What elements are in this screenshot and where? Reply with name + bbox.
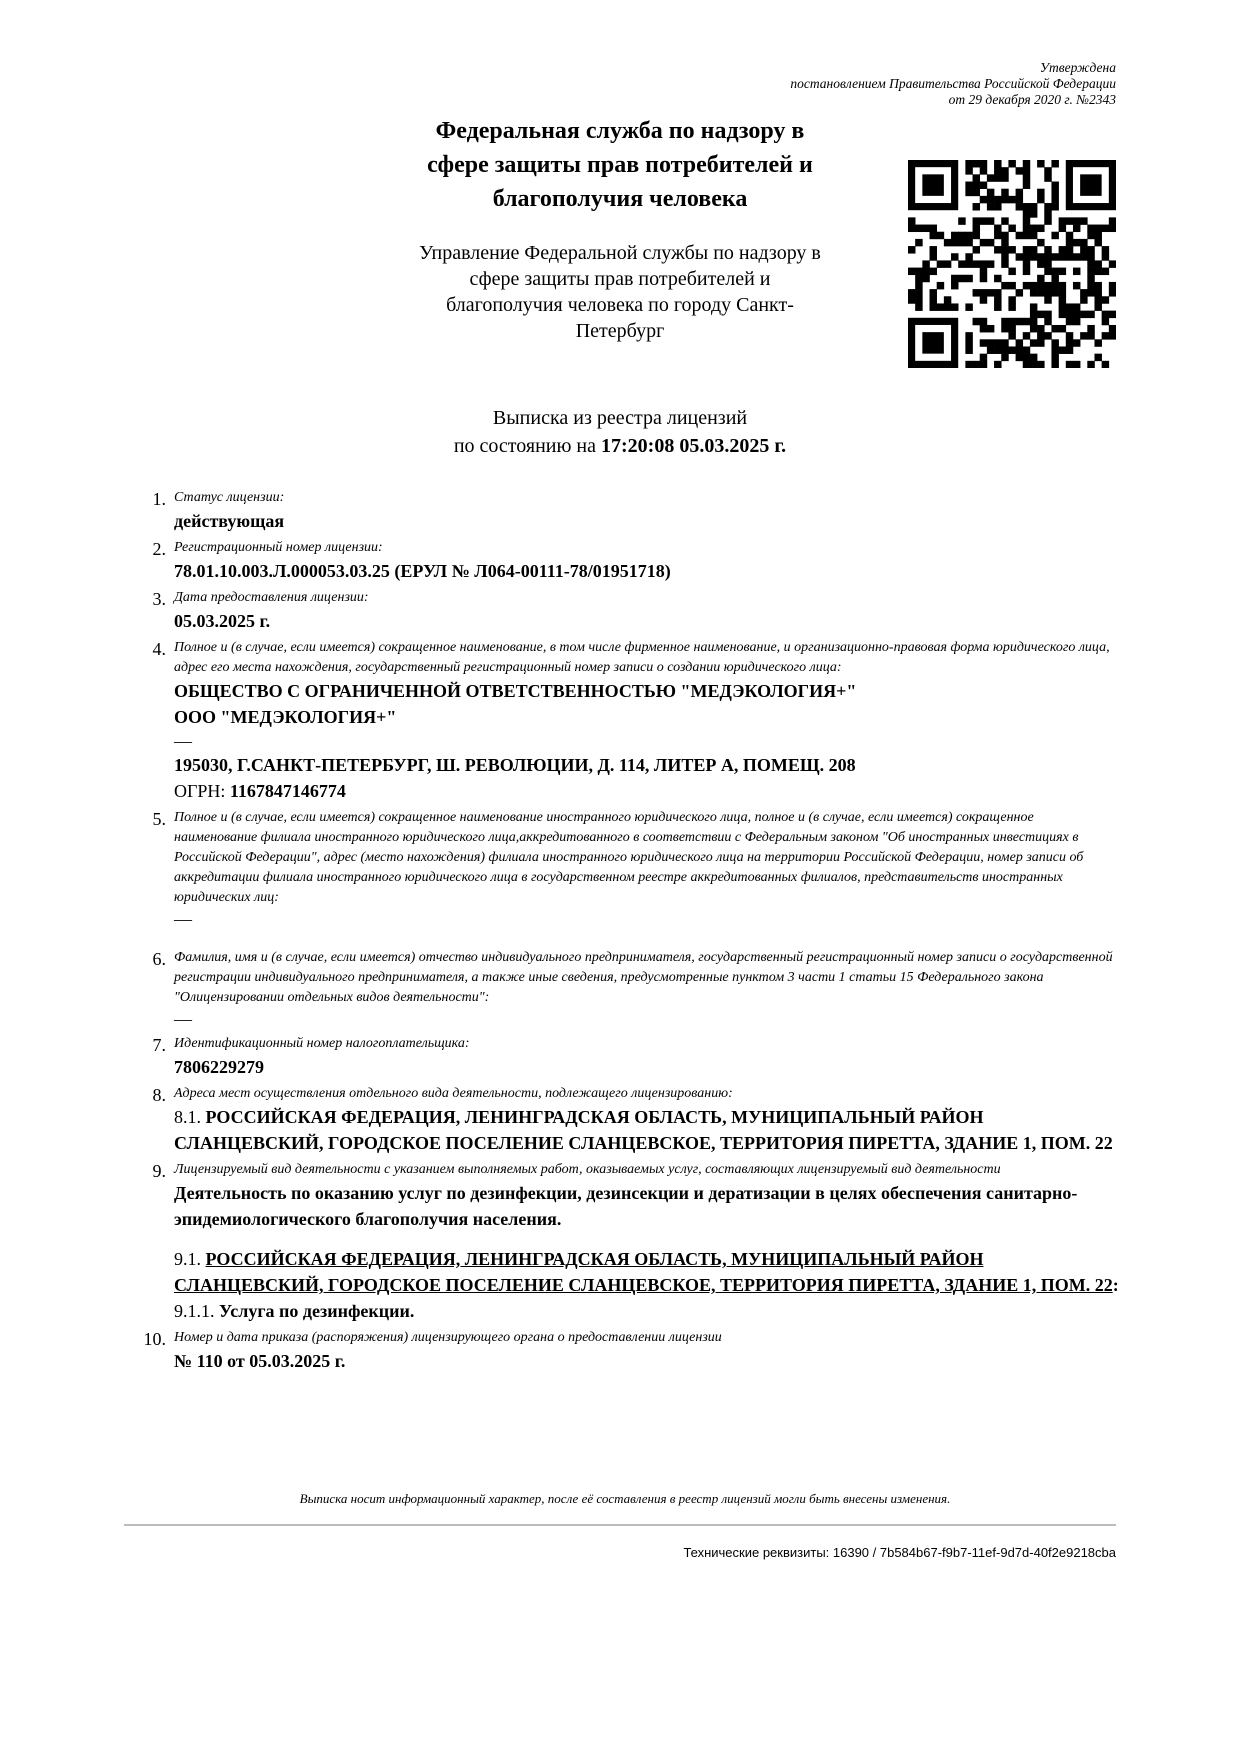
approval-line-3: от 29 декабря 2020 г. №2343 [948,92,1116,107]
sub-number: 9.1. [174,1249,206,1269]
department-name [360,240,880,344]
item-number: 1. [152,489,166,509]
activity-address-value: РОССИЙСКАЯ ФЕДЕРАЦИЯ, ЛЕНИНГРАДСКАЯ ОБЛАСТЬ, МУНИЦИПАЛЬНЫЙ РАЙОН СЛАНЦЕВСКИЙ, ГОРОДСКОЕ ПОСЕЛЕНИЕ СЛАНЦЕВСКОЕ, ТЕРРИТОРИЯ ПИРЕТТА, ЗДАНИЕ 1, ПОМ. 22 [174,1107,1113,1153]
company-short-name: ООО "МЕДЭКОЛОГИЯ+" [174,707,397,727]
company-address: 195030, Г.САНКТ-ПЕТЕРБУРГ, Ш. РЕВОЛЮЦИИ, Д. 114, ЛИТЕР А, ПОМЕЩ. 208 [174,755,856,775]
empty-dash: — [174,731,192,751]
ogrn-label: ОГРН: [174,781,230,801]
extract-header [360,404,880,460]
list-item [130,538,1120,584]
sub-number: 9.1.1. [174,1301,219,1321]
disclaimer-note: Выписка носит информационный характер, после её составления в реестр лицензий могли быть внесены изменения. [299,1491,951,1506]
service-line [174,1298,1120,1324]
activity-type: Деятельность по оказанию услуг по дезинфекции, дезинсекции и дератизации в целях обеспечения санитарно-эпидемиологического благополучия населения. [174,1183,1078,1229]
ogrn [174,778,1120,804]
service-value: Услуга по дезинфекции. [219,1301,415,1321]
divider [124,1524,1116,1526]
item-number: 9. [152,1161,166,1181]
department-line: Петербург [575,320,665,342]
list-item [130,588,1120,634]
department-line: сфере защиты прав потребителей и [469,268,771,290]
item-number: 5. [152,809,166,829]
list-item [130,1084,1120,1156]
item-label: Регистрационный номер лицензии: [174,540,383,555]
list-item [130,1160,1120,1324]
order-value: № 110 от 05.03.2025 г. [174,1351,346,1371]
empty-dash: — [174,1009,192,1029]
item-label: Полное и (в случае, если имеется) сокращенное наименование, в том числе фирменное наименование, и организационно-правовая форма юридического лица, адрес его места нахождения, государственный регистрационный номер записи о создании юридического лица: [174,640,1110,675]
item-number: 8. [152,1085,166,1105]
activity-subaddress [174,1246,1120,1298]
inn-value: 7806229279 [174,1057,264,1077]
agency-title [360,114,880,216]
license-date: 05.03.2025 г. [174,611,271,631]
empty-dash: — [174,909,192,929]
qr-code-icon [908,160,1116,368]
sub-number: 8.1. [174,1107,206,1127]
item-label: Номер и дата приказа (распоряжения) лицензирующего органа о предоставлении лицензии [174,1330,722,1345]
item-label: Идентификационный номер налогоплательщика: [174,1036,470,1051]
approval-line-1: Утверждена [1039,60,1116,75]
agency-title-line: сфере защиты прав потребителей и [427,152,813,178]
approval-line-2: постановлением Правительства Российской Федерации [790,76,1116,91]
list-item [130,638,1120,804]
list-item [130,1034,1120,1080]
list-item [130,488,1120,534]
license-items [130,488,1120,1378]
activity-subaddress-value: РОССИЙСКАЯ ФЕДЕРАЦИЯ, ЛЕНИНГРАДСКАЯ ОБЛАСТЬ, МУНИЦИПАЛЬНЫЙ РАЙОН СЛАНЦЕВСКИЙ, ГОРОДСКОЕ ПОСЕЛЕНИЕ СЛАНЦЕВСКОЕ, ТЕРРИТОРИЯ ПИРЕТТА, ЗДАНИЕ 1, ПОМ. 22 [174,1249,1113,1295]
activity-address [174,1104,1120,1156]
as-of-prefix: по состоянию на [453,435,602,457]
ogrn-value: 1167847146774 [229,781,346,801]
department-line: Управление Федеральной службы по надзору в [419,242,821,264]
license-number: 78.01.10.003.Л.000053.03.25 (ЕРУЛ № Л064-00111-78/01951718) [174,561,671,581]
approval-stamp [696,60,1116,108]
license-status: действующая [174,511,285,531]
item-label: Адреса мест осуществления отдельного вида деятельности, подлежащего лицензированию: [174,1086,733,1101]
technical-details: Технические реквизиты: 16390 / 7b584b67-f9b7-11ef-9d7d-40f2e9218cba [683,1545,1116,1560]
item-label: Лицензируемый вид деятельности с указанием выполняемых работ, оказываемых услуг, составляющих лицензируемый вид деятельности [174,1162,1001,1177]
item-number: 2. [152,539,166,559]
qr-code-graphic [908,160,1116,368]
agency-title-line: Федеральная служба по надзору в [435,118,805,144]
item-label: Статус лицензии: [174,490,285,505]
colon: : [1112,1275,1119,1295]
extract-title: Выписка из реестра лицензий [492,407,748,429]
item-number: 10. [143,1329,166,1349]
as-of-value: 17:20:08 05.03.2025 г. [601,435,787,457]
item-number: 7. [152,1035,166,1055]
agency-title-line: благополучия человека [492,186,748,212]
item-label: Дата предоставления лицензии: [174,590,369,605]
list-item [130,808,1120,930]
company-full-name: ОБЩЕСТВО С ОГРАНИЧЕННОЙ ОТВЕТСТВЕННОСТЬЮ "МЕДЭКОЛОГИЯ+" [174,681,857,701]
item-number: 3. [152,589,166,609]
item-number: 4. [152,639,166,659]
list-item [130,948,1120,1030]
extract-as-of [360,432,880,460]
item-number: 6. [152,949,166,969]
item-label: Полное и (в случае, если имеется) сокращенное наименование иностранного юридического лица, полное и (в случае, если имеется) сокращенное наименование филиала иностранного юридического лица,аккредитованного в соответствии с Федеральным законом "Об иностранных инвестициях в Российской Федерации", адрес (место нахождения) филиала иностранного юридического лица на территории Российской Федерации, номер записи об аккредитации филиала иностранного юридического лица в государственном реестре аккредитованных филиалов, представительств иностранных юридических лиц: [174,810,1084,905]
department-line: благополучия человека по городу Санкт- [446,294,794,316]
list-item [130,1328,1120,1374]
item-label: Фамилия, имя и (в случае, если имеется) отчество индивидуального предпринимателя, государственный регистрационный номер записи о государственной регистрации индивидуального предпринимателя, а также иные сведения, предусмотренные пунктом 3 части 1 статьи 15 Федерального закона "Олицензировании отдельных видов деятельности": [174,950,1113,1005]
